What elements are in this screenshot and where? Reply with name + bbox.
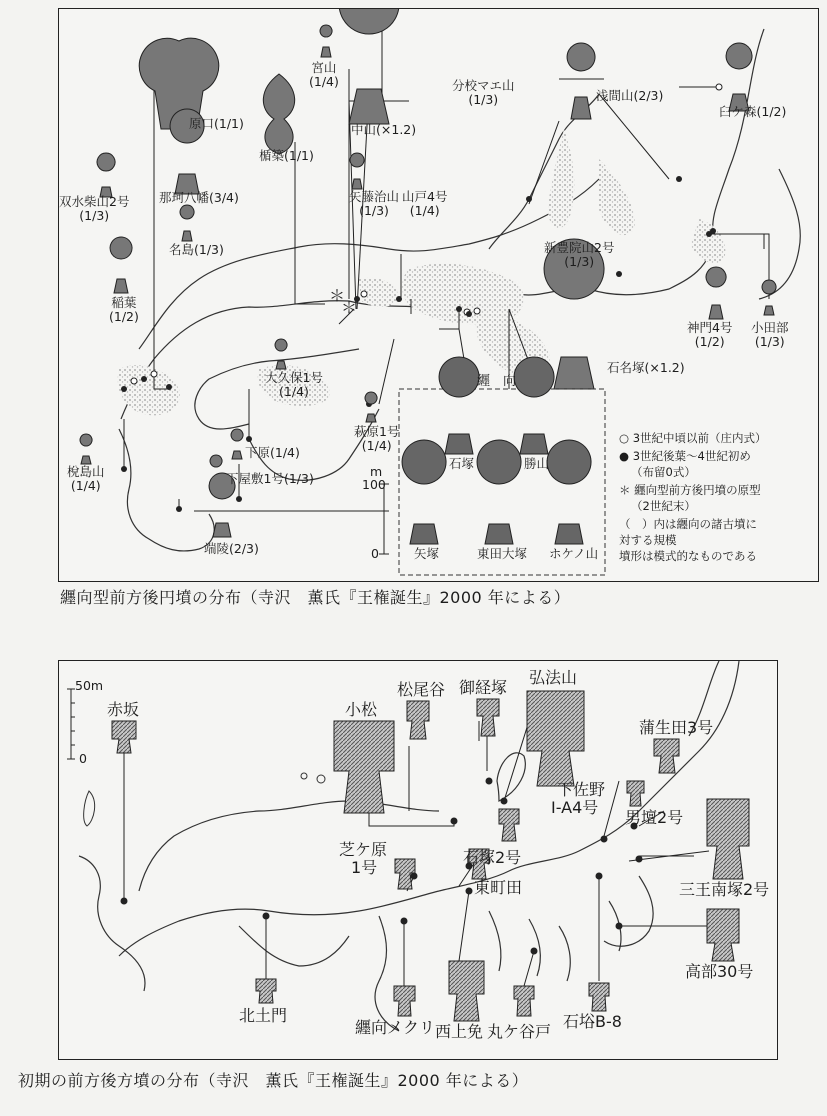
mound-takabe xyxy=(707,909,739,961)
label-nakahachiman: 那珂八幡(3/4) xyxy=(159,190,239,205)
makimuku-label-higashida: 東田大塚 xyxy=(477,546,528,561)
keyhole-tatetsuki xyxy=(263,74,294,154)
mound-akasaka xyxy=(112,721,136,753)
label-kobosan: 弘法山 xyxy=(529,668,578,687)
label-hashiryo: 端陵(2/3) xyxy=(204,541,259,556)
top-asterisk-2: ＊ xyxy=(341,298,358,317)
label-najima: 名島(1/3) xyxy=(169,242,224,257)
makimuku-label-yazuka: 矢塚 xyxy=(414,546,440,561)
label-sanno: 三王南塚2号 xyxy=(679,880,770,899)
mound-shimosano xyxy=(499,809,519,841)
top-map-panel xyxy=(58,8,819,582)
top-scale-bar xyxy=(379,484,389,554)
label-akasaka: 赤坂 xyxy=(107,700,140,719)
mound-gamouda xyxy=(654,739,679,773)
keyhole-okubo xyxy=(275,339,287,369)
top-scale-unit: m xyxy=(370,464,383,479)
makimuku-label-katsuyama: 勝山 xyxy=(524,456,550,471)
label-nakayama: 中山(×1.2) xyxy=(351,122,417,137)
mound-komatsu xyxy=(334,721,394,813)
legend-item-1: ● 3世紀後葉～4世紀初め xyxy=(619,449,751,463)
label-shibagahara2: 1号 xyxy=(351,858,378,877)
label-marugayato: 丸ケ谷戸 xyxy=(487,1022,552,1041)
label-yamato4: 山戸4号 (1/4) xyxy=(402,189,448,218)
label-shimosano: 下佐野 xyxy=(557,780,606,799)
label-shimoyashiki: 下屋敷1号(1/3) xyxy=(226,471,314,486)
legend-item-3: ＊ 纒向型前方後円墳の原型 xyxy=(619,483,761,497)
legend-item-5: （ ）内は纒向の諸古墳に xyxy=(619,517,757,531)
label-okubo: 大久保1号 (1/4) xyxy=(265,370,323,399)
mound-makimukumekuri xyxy=(394,986,415,1016)
label-matsuodani: 松尾谷 xyxy=(397,680,446,699)
legend-item-4: （2世紀末） xyxy=(631,499,696,513)
label-nishikamimen: 西上免 xyxy=(435,1022,484,1041)
keyhole-najima xyxy=(180,205,194,241)
keyhole-tsujima xyxy=(80,434,92,464)
mound-sanno xyxy=(707,799,749,879)
top-caption: 纒向型前方後円墳の分布（寺沢 薫氏『王権誕生』2000 年による） xyxy=(60,588,571,607)
legend-item-2: （布留0式） xyxy=(631,465,696,479)
bottom-caption: 初期の前方後方墳の分布（寺沢 薫氏『王権誕生』2000 年による） xyxy=(18,1071,529,1090)
label-miyayama: 宮山 (1/4) xyxy=(309,60,339,89)
mound-nishikamimen xyxy=(449,961,484,1021)
label-yafuji: 矢藤治山 (1/3) xyxy=(349,189,400,218)
label-bunko: 分校マエ山 (1/3) xyxy=(452,78,515,107)
keyhole-sosuishiba xyxy=(97,153,115,197)
keyhole-hagiwara xyxy=(365,392,377,422)
label-odan2: 男壇2号 xyxy=(625,808,684,827)
keyhole-shimobaru xyxy=(231,429,243,459)
keyhole-usugamori xyxy=(726,43,752,111)
label-tatetsuki: 楯築(1/1) xyxy=(259,148,314,163)
label-gokyozuka: 御経塚 xyxy=(459,678,508,697)
keyhole-gomon4 xyxy=(706,267,726,319)
label-ishizuka2: 石塚2号 xyxy=(463,848,522,867)
label-makimukumekuri: 纒向メクリ xyxy=(355,1018,436,1037)
legend-item-7: 墳形は模式的なものである xyxy=(619,549,757,563)
makimuku-label-ishizuka: 石塚 xyxy=(449,456,475,471)
label-gamouda: 蒲生田3号 xyxy=(639,718,714,737)
label-inaba: 稲葉 (1/2) xyxy=(109,295,139,324)
label-kitadomon: 北土門 xyxy=(239,1006,288,1025)
keyhole-asamayama xyxy=(567,43,595,119)
label-usugamori: 臼ケ森(1/2) xyxy=(719,104,787,119)
label-ishitoki: 石﨏B-8 xyxy=(563,1012,622,1031)
makimuku-label-hokenoyama: ホケノ山 xyxy=(549,546,599,561)
top-scale-100: 100 xyxy=(362,477,386,492)
label-haraguchi: 原口(1/1) xyxy=(189,116,244,131)
label-sosuishiba: 双水柴山2号 (1/3) xyxy=(59,194,130,223)
legend-item-0: ○ 3世紀中頃以前（庄内式） xyxy=(619,431,767,445)
mound-odan2 xyxy=(627,781,644,806)
keyhole-miyayama xyxy=(320,25,332,57)
label-shibagahara: 芝ケ原 xyxy=(339,840,388,859)
mound-matsuodani xyxy=(407,701,429,739)
label-ishinazuka: 石名塚(×1.2) xyxy=(607,360,685,375)
top-asterisk-1: ＊ xyxy=(329,286,346,305)
mound-kitadomon xyxy=(256,979,276,1003)
label-higashimachida: 東町田 xyxy=(474,878,523,897)
mound-marugayato xyxy=(514,986,534,1016)
label-shinhoin: 新豊院山2号 (1/3) xyxy=(544,240,615,269)
makimuku-title: 纒 向 xyxy=(477,374,517,389)
mound-ishitoki xyxy=(589,983,609,1011)
bottom-map-panel xyxy=(58,660,778,1060)
label-gomon4: 神門4号 (1/2) xyxy=(687,320,733,349)
label-asamayama: 浅間山(2/3) xyxy=(596,88,664,103)
label-tsujima: 梲島山 (1/4) xyxy=(67,464,105,493)
legend-item-6: 対する規模 xyxy=(619,533,677,547)
mound-kobosan xyxy=(527,691,584,786)
label-shimosano2: Ⅰ-A4号 xyxy=(551,798,599,817)
mound-gokyozuka xyxy=(477,699,499,736)
label-shimobaru: 下原(1/4) xyxy=(245,445,300,460)
keyhole-inaba xyxy=(110,237,132,293)
label-takabe: 高部30号 xyxy=(685,962,754,981)
label-odabe: 小田部 (1/3) xyxy=(751,320,789,349)
top-scale-0: 0 xyxy=(371,546,379,561)
bottom-scale-top: 50m xyxy=(75,678,104,693)
label-komatsu: 小松 xyxy=(345,700,378,719)
label-hagiwara: 萩原1号 (1/4) xyxy=(354,424,400,453)
bottom-scale-bar xyxy=(67,689,75,759)
bottom-scale-zero: 0 xyxy=(79,751,87,766)
keyhole-nakayama xyxy=(339,9,399,124)
